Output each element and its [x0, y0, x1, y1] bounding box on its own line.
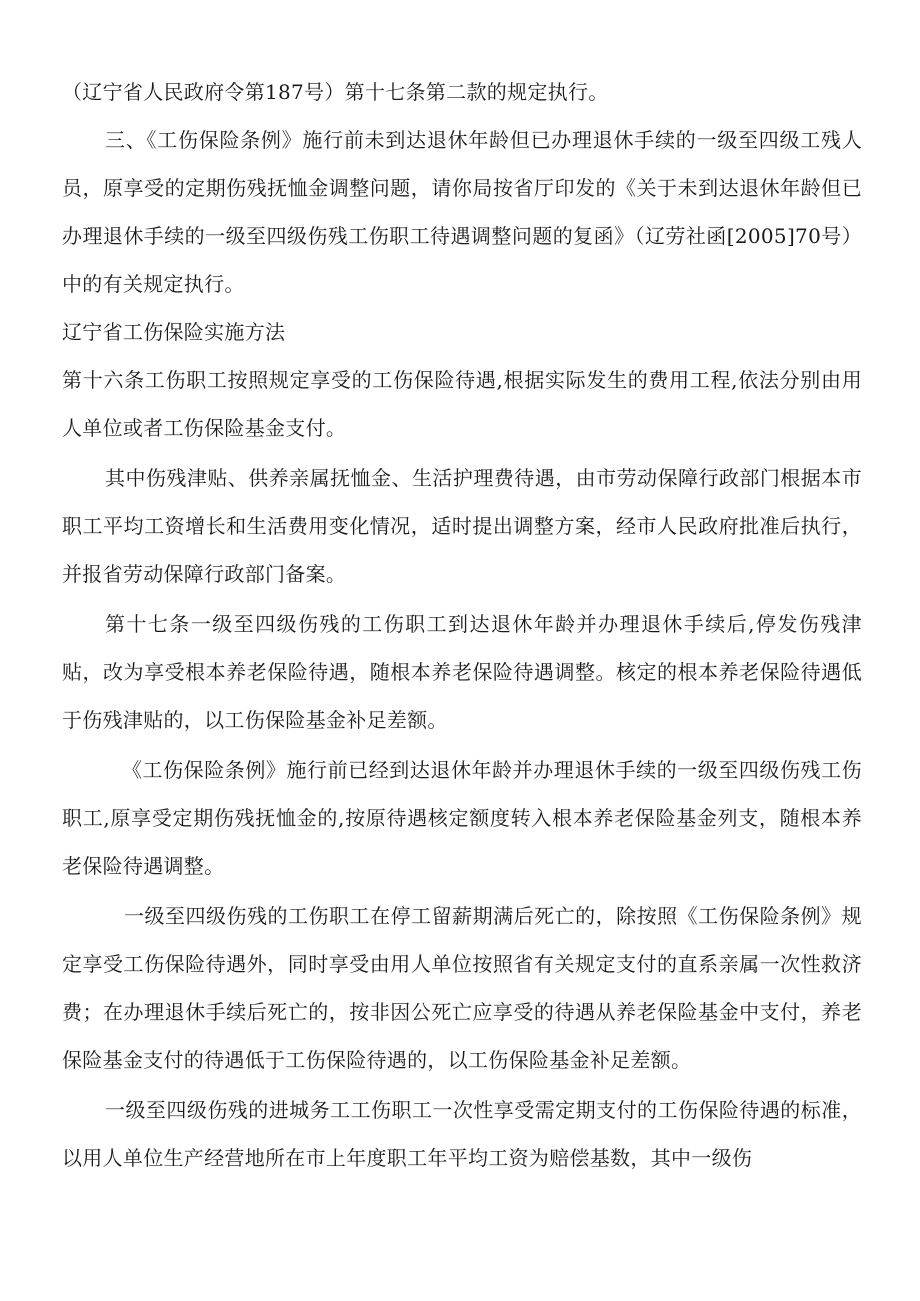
- paragraph-article-17: 第十七条一级至四级伤残的工伤职工到达退休年龄并办理退休手续后,停发伤残津贴，改为享受根本养老保险待遇，随根本养老保险待遇调整。核定的根本养老保险待遇低于伤残津贴的，以工伤保险基金补足差额。: [62, 612, 862, 732]
- paragraph-migrant-workers: 一级至四级伤残的进城务工工伤职工一次性享受需定期支付的工伤保险待遇的标准，以用人单位生产经营地所在市上年度职工年平均工资为赔偿基数，其中一级伤: [62, 1098, 862, 1170]
- paragraph-allowance-adjustment: 其中伤残津贴、供养亲属抚恤金、生活护理费待遇，由市劳动保障行政部门根据本市职工平均工资增长和生活费用变化情况，适时提出调整方案，经市人民政府批准后执行，并报省劳动保障行政部门备案。: [62, 466, 862, 586]
- paragraph-item-three: 三、《工伤保险条例》施行前未到达退休年龄但已办理退休手续的一级至四级工残人员，原享受的定期伤残抚恤金调整问题，请你局按省厅印发的《关于未到达退休年龄但已办理退休手续的一级至四级伤残工伤职工待遇调整问题的复函》（辽劳社函[2005]70号）中的有关规定执行。: [62, 128, 862, 296]
- section-heading: 辽宁省工伤保险实施方法: [62, 320, 286, 344]
- document-body: [62, 68, 862, 1182]
- paragraph-pre-regulation-retirees: 《工伤保险条例》施行前已经到达退休年龄并办理退休手续的一级至四级伤残工伤职工,原享受定期伤残抚恤金的,按原待遇核定额度转入根本养老保险基金列支，随根本养老保险待遇调整。: [62, 758, 862, 878]
- paragraph-article-16: 第十六条工伤职工按照规定享受的工伤保险待遇,根据实际发生的费用工程,依法分别由用人单位或者工伤保险基金支付。: [62, 368, 862, 440]
- paragraph-death-benefits: 一级至四级伤残的工伤职工在停工留薪期满后死亡的，除按照《工伤保险条例》规定享受工伤保险待遇外，同时享受由用人单位按照省有关规定支付的直系亲属一次性救济费；在办理退休手续后死亡的，按非因公死亡应享受的待遇从养老保险基金中支付，养老保险基金支付的待遇低于工伤保险待遇的，以工伤保险基金补足差额。: [62, 904, 862, 1072]
- paragraph-regulation-reference: （辽宁省人民政府令第187号）第十七条第二款的规定执行。: [62, 80, 609, 104]
